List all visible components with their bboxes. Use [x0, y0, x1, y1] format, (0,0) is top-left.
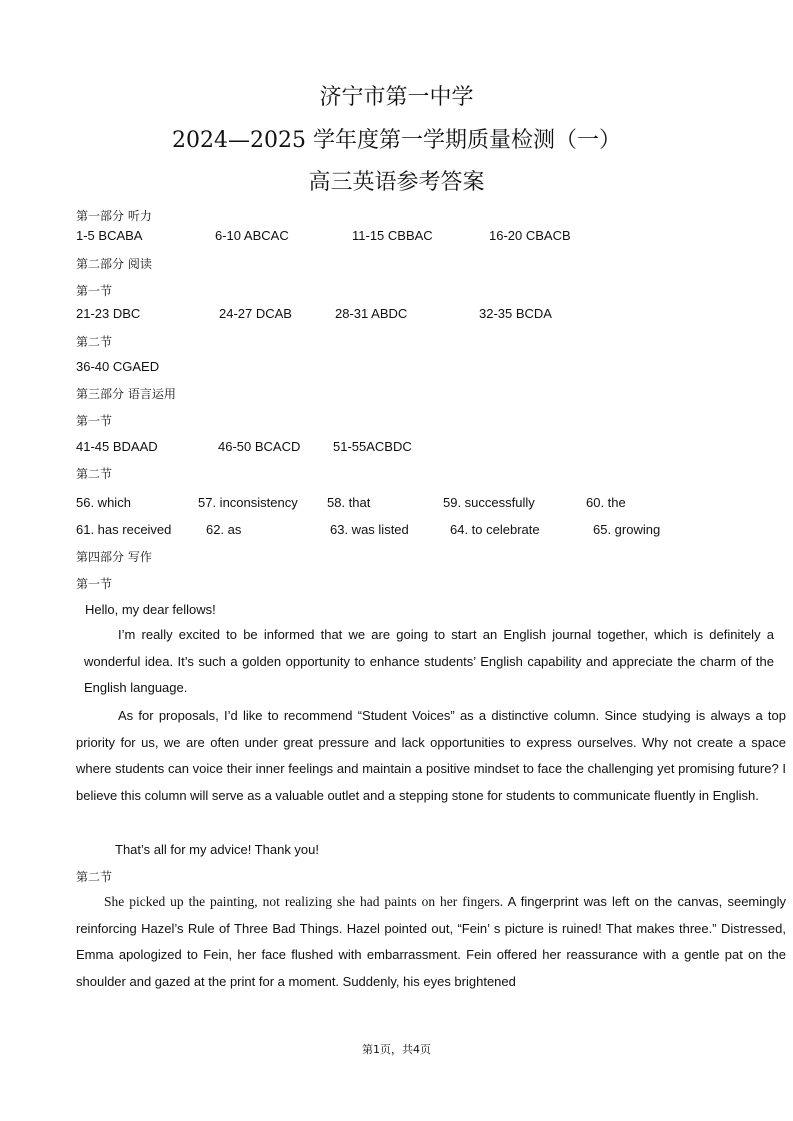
answer-group: 11-15 CBBAC: [352, 228, 433, 243]
cloze-answer: 65. growing: [593, 522, 661, 537]
answer-group: 46-50 BCACD: [218, 439, 301, 454]
cloze-answer: 60. the: [586, 495, 626, 510]
given-sentence: She picked up the painting, not realizing she had paints on her fingers.: [104, 894, 504, 909]
part2-heading: 第二部分 阅读: [76, 257, 152, 271]
answer-group: 1-5 BCABA: [76, 228, 143, 243]
essay-paragraph: As for proposals, I’d like to recommend “Student Voices” as a distinctive column. Since studying is always a top priority for us, we are often under great pressure and lack opportunities to express ourselves. Why not create a space where students can voice their inner feelings and maintain a positive mindset to face the challenging yet promising future? I believe this column will serve as a valuable outlet and a stepping stone for students to communicate fluently in English.: [76, 708, 786, 803]
cloze-answer: 63. was listed: [330, 522, 409, 537]
cloze-answer: 62. as: [206, 522, 242, 537]
answer-group: 28-31 ABDC: [335, 306, 408, 321]
part1-heading: 第一部分 听力: [76, 209, 152, 223]
section-heading: 第二节: [76, 335, 113, 349]
answer-group: 51-55ACBDC: [333, 439, 412, 454]
continuation-text: A fingerprint was left on the canvas, seemingly reinforcing Hazel’s Rule of Three Bad Things. Hazel pointed out, “Fein’ s picture is ruined! That makes three.” Distressed, Emma apologized to Fein, her face flushed with embarrassment. Fein offered her reassurance with a gentle pat on the shoulder and gazed at the print for a moment. Suddenly, his eyes brightened: [76, 894, 786, 989]
exam-title: 2024—2025 学年度第一学期质量检测（一）: [172, 128, 621, 153]
section-heading: 第一节: [76, 414, 113, 428]
school-title: 济宁市第一中学: [319, 85, 474, 110]
answer-group: 24-27 DCAB: [219, 306, 292, 321]
page-number: 第1页，共4页: [362, 1043, 431, 1056]
subject-title: 高三英语参考答案: [308, 170, 485, 195]
answer-group: 41-45 BDAAD: [76, 439, 158, 454]
cloze-answer: 56. which: [76, 495, 131, 510]
continuation-paragraph: [76, 889, 786, 995]
answer-group: 21-23 DBC: [76, 306, 141, 321]
cloze-answer: 59. successfully: [443, 495, 535, 510]
cloze-answer: 58. that: [327, 495, 371, 510]
part4-heading: 第四部分 写作: [76, 550, 152, 564]
essay-closing: That’s all for my advice! Thank you!: [115, 842, 320, 857]
section-heading: 第二节: [76, 467, 113, 481]
cloze-answer: 64. to celebrate: [450, 522, 540, 537]
section-heading: 第一节: [76, 284, 113, 298]
cloze-answer: 61. has received: [76, 522, 172, 537]
section-heading: 第二节: [76, 870, 113, 884]
answer-group: 32-35 BCDA: [479, 306, 552, 321]
essay-paragraph: I’m really excited to be informed that we are going to start an English journal together, which is definitely a wonderful idea. It’s such a golden opportunity to enhance students’ English capability and appreciate the charm of the English language.: [84, 627, 774, 696]
section-heading: 第一节: [76, 577, 113, 591]
part3-heading: 第三部分 语言运用: [76, 387, 176, 401]
letter-greeting: Hello, my dear fellows!: [85, 602, 216, 617]
answer-group: 36-40 CGAED: [76, 359, 160, 374]
answer-group: 16-20 CBACB: [489, 228, 571, 243]
cloze-answer: 57. inconsistency: [198, 495, 298, 510]
answer-group: 6-10 ABCAC: [215, 228, 289, 243]
